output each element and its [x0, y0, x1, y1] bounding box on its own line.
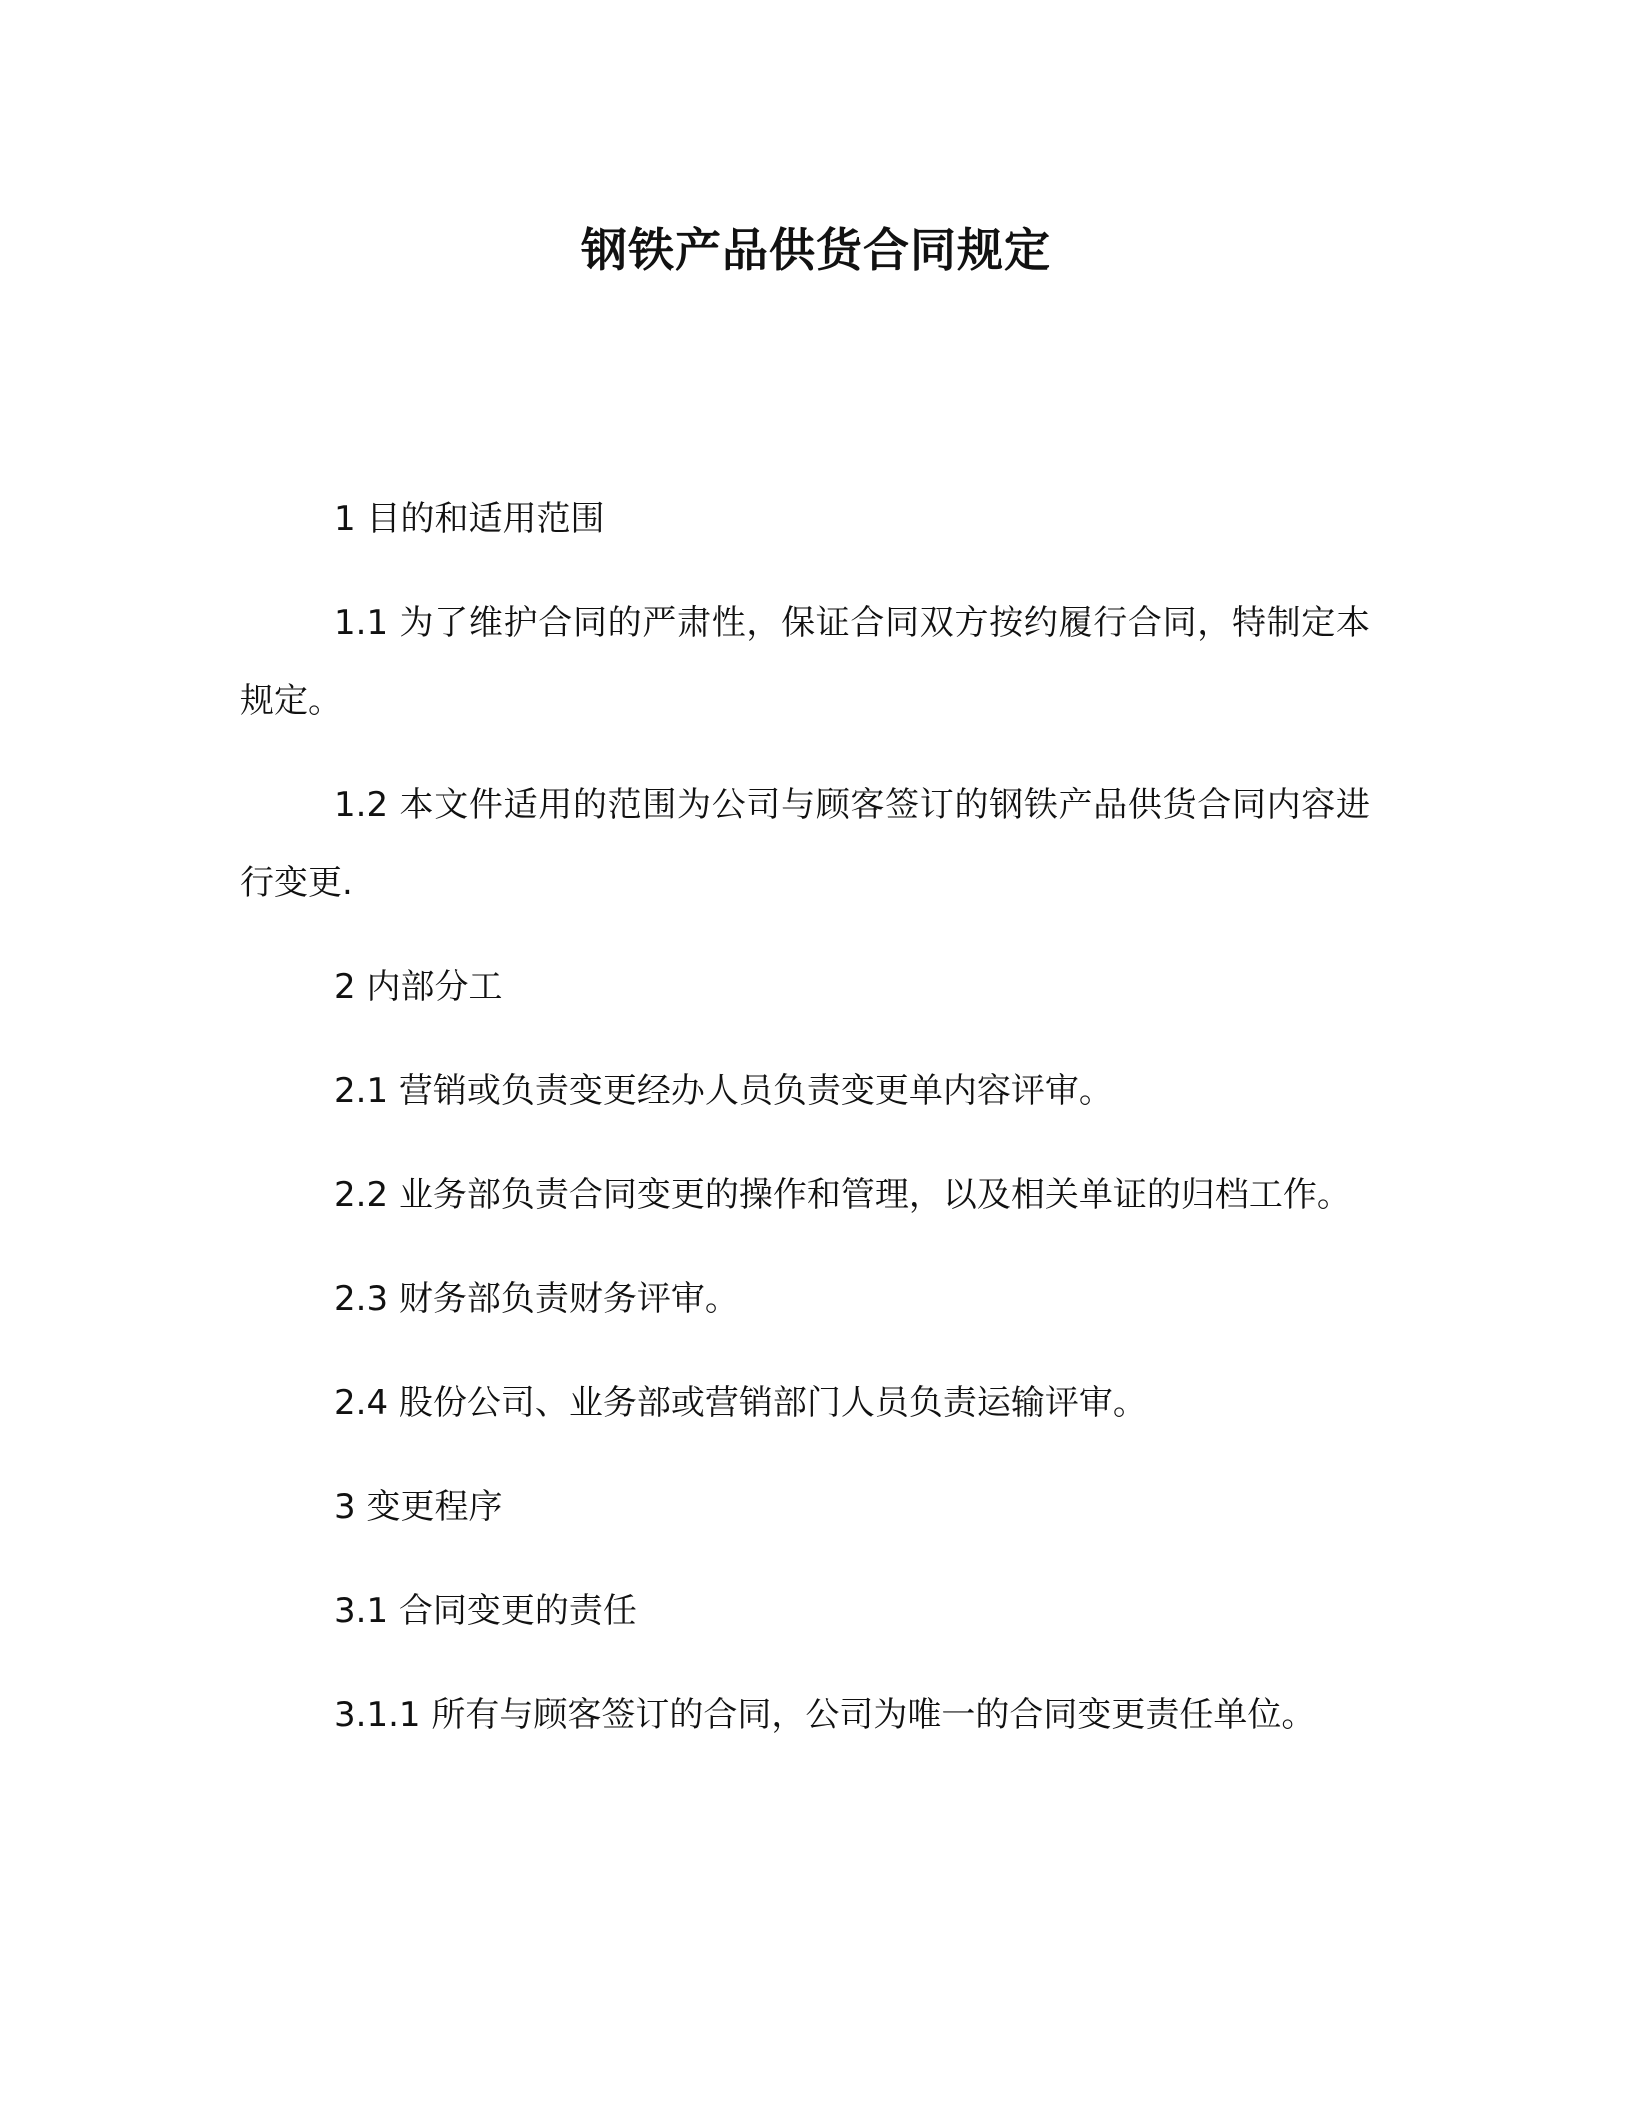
clause-2-2: 2.2 业务部负责合同变更的操作和管理，以及相关单证的归档工作。: [334, 1175, 1351, 1215]
section-heading-change-procedure: 3 变更程序: [334, 1487, 503, 1527]
clause-1-2: 1.2 本文件适用的范围为公司与顾客签订的钢铁产品供货合同内容进行变更.: [240, 785, 1370, 903]
clause-2-1: 2.1 营销或负责变更经办人员负责变更单内容评审。: [334, 1071, 1113, 1111]
section-heading-internal-division: 2 内部分工: [334, 967, 503, 1007]
clause-1-1: 1.1 为了维护合同的严肃性，保证合同双方按约履行合同，特制定本规定。: [240, 603, 1370, 721]
clause-2-4: 2.4 股份公司、业务部或营销部门人员负责运输评审。: [334, 1383, 1147, 1423]
clause-3-1-1: 3.1.1 所有与顾客签订的合同，公司为唯一的合同变更责任单位。: [334, 1695, 1316, 1735]
document-title: 钢铁产品供货合同规定: [581, 223, 1051, 277]
clause-2-3: 2.3 财务部负责财务评审。: [334, 1279, 739, 1319]
document-body: [240, 480, 1370, 1780]
clause-3-1: 3.1 合同变更的责任: [334, 1591, 637, 1631]
section-heading-purpose-scope: 1 目的和适用范围: [334, 499, 605, 539]
